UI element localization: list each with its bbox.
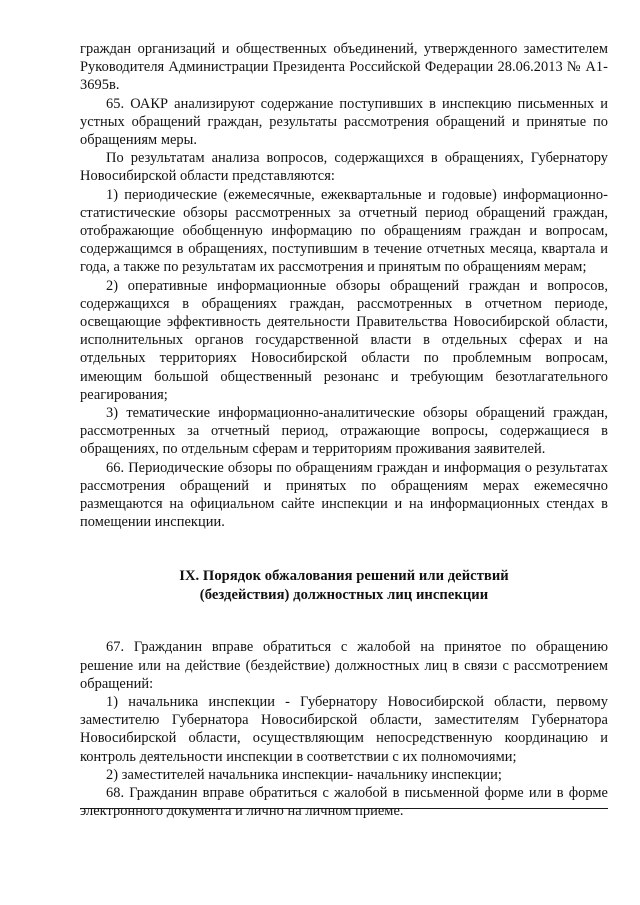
paragraph-68: 68. Гражданин вправе обратиться с жалобой в письменной форме или в форме электронного документа и лично на личном приеме. xyxy=(80,784,608,820)
section-heading xyxy=(80,567,608,604)
list-item-2-deputy-heads: 2) заместителей начальника инспекции- начальнику инспекции; xyxy=(106,766,502,783)
section-heading-line-1: IX. Порядок обжалования решений или действий xyxy=(179,568,509,585)
list-item-1-head-of-inspection: 1) начальника инспекции - Губернатору Новосибирской области, первому заместителю Губернатора Новосибирской области, заместителям Губернатора Новосибирской области, осуществляющим непосредственную координацию и контроль деятельности инспекции в соответствии с их полномочиями; xyxy=(80,693,608,765)
list-item-2-operational-reviews: 2) оперативные информационные обзоры обращений граждан и вопросов, содержащихся в обращениях граждан, рассмотренных в отчетном периоде, освещающие эффективность деятельности Правительства Новосибирской области, исполнительных органов государственной власти в отдельных сферах и на отдельных территориях Новосибирской области по проблемным вопросам, имеющим большой общественный резонанс и требующим безотлагательного реагирования; xyxy=(80,277,608,403)
spacer xyxy=(80,604,608,638)
section-heading-line-2: (бездействия) должностных лиц инспекции xyxy=(199,586,489,603)
paragraph-analysis-intro: По результатам анализа вопросов, содержащихся в обращениях, Губернатору Новосибирской области представляются: xyxy=(80,150,608,185)
paragraph-67: 67. Гражданин вправе обратиться с жалобой на принятое по обращению решение или на действие (бездействие) должностных лиц в связи с рассмотрением обращений: xyxy=(80,639,608,692)
paragraph-65: 65. ОАКР анализируют содержание поступивших в инспекцию письменных и устных обращений граждан, результаты рассмотрения обращений и принятые по обращениям меры. xyxy=(80,95,608,149)
list-item-1-periodic-reviews: 1) периодические (ежемесячные, ежеквартальные и годовые) информационно-статистические обзоры рассмотренных за отчетный период обращений граждан, отображающие обобщенную информацию по обращениям граждан и вопросам, содержащимся в обращениях, поступившим в течение отчетных месяца, квартала и года, а также по результатам их рассмотрения и принятым по обращениям мерам; xyxy=(80,186,608,276)
spacer xyxy=(80,531,608,567)
paragraph-continuation: граждан организаций и общественных объединений, утвержденного заместителем Руководителя Администрации Президента Российской Федерации 28.06.2013 № А1-3695в. xyxy=(80,41,608,94)
list-item-3-thematic-reviews: 3) тематические информационно-аналитические обзоры обращений граждан, рассмотренных за отчетный период, отражающие вопросы, содержащиеся в обращениях, по отдельным сферам и территориям проживания заявителей. xyxy=(80,405,608,458)
document-page xyxy=(80,40,608,820)
footer-divider xyxy=(80,808,608,809)
paragraph-66: 66. Периодические обзоры по обращениям граждан и информация о результатах рассмотрения обращений и принятых по обращениям мерах ежемесячно размещаются на официальном сайте инспекции и на информационных стендах в помещении инспекции. xyxy=(80,459,608,531)
